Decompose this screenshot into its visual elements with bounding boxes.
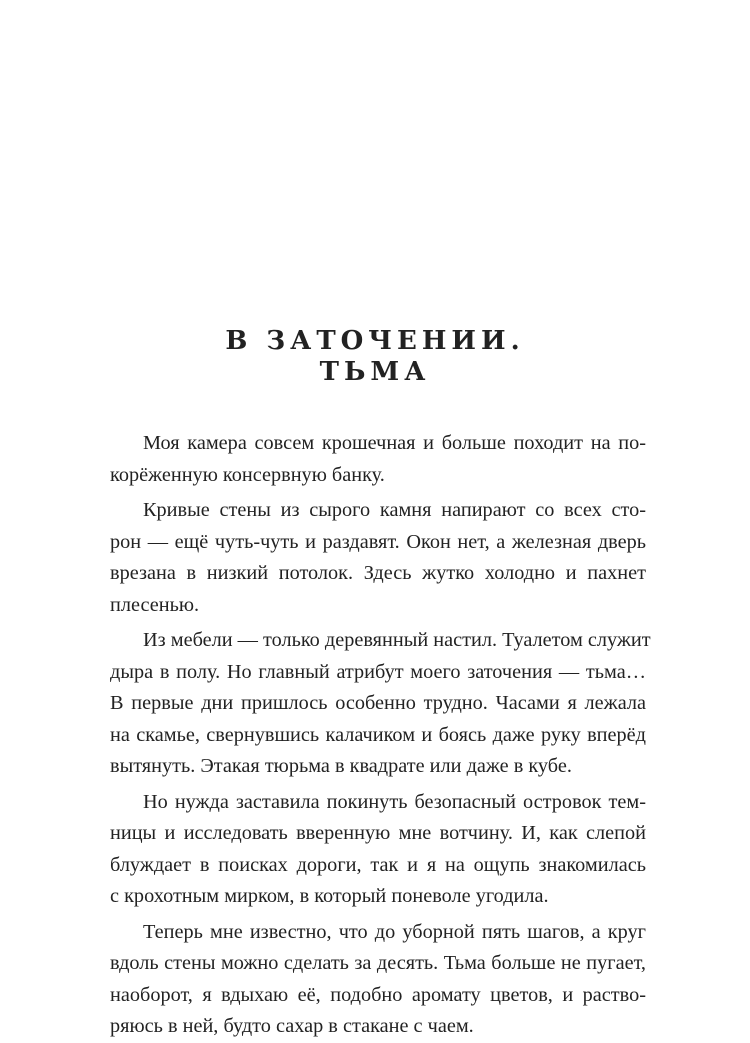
text-line: ницы и исследовать вверенную мне вотчину. И, как слепой	[110, 822, 646, 844]
chapter-title	[0, 326, 750, 388]
text-line: на скамье, свернувшись калачиком и боясь даже руку вперёд	[110, 723, 646, 746]
paragraph-3	[110, 625, 651, 783]
text-line: Но нужда заставила покинуть безопасный островок тем-	[143, 790, 646, 813]
text-line: вдоль стены можно сделать за десять. Тьма больше не пугает,	[110, 952, 646, 974]
paragraph-2	[110, 495, 646, 621]
text-line: врезана в низкий потолок. Здесь жутко холодно и пахнет	[110, 562, 646, 584]
chapter-title-line-2: ТЬМА	[319, 357, 431, 387]
text-line: дыра в полу. Но главный атрибут моего заточения — тьма…	[110, 660, 646, 683]
text-line: с крохотным мирком, в который поневоле угодила.	[110, 885, 549, 907]
chapter-body	[110, 428, 651, 1043]
text-line: Моя камера совсем крошечная и больше походит на по-	[143, 432, 646, 454]
paragraph-5	[110, 917, 646, 1043]
text-line: Из мебели — только деревянный настил. Туалетом служит	[143, 629, 651, 651]
text-line: рон — ещё чуть-чуть и раздавят. Окон нет, а железная дверь	[110, 530, 646, 553]
text-line: корёженную консервную банку.	[110, 463, 385, 486]
text-line: наоборот, я вдыхаю её, подобно аромату цветов, и раство-	[110, 983, 646, 1006]
text-line: вытянуть. Этакая тюрьма в квадрате или даже в кубе.	[110, 755, 572, 777]
text-line: Теперь мне известно, что до уборной пять шагов, а круг	[143, 920, 646, 943]
paragraph-4	[110, 787, 646, 913]
text-line: Кривые стены из сырого камня напирают со всех сто-	[143, 499, 646, 521]
text-line: плесенью.	[110, 593, 200, 616]
chapter-title-line-1: В ЗАТОЧЕНИИ.	[225, 326, 525, 356]
text-line: блуждает в поисках дороги, так и я на ощупь знакомилась	[110, 853, 646, 876]
text-line: В первые дни пришлось особенно трудно. Часами я лежала	[110, 692, 646, 714]
text-line: ряюсь в ней, будто сахар в стакане с чаем.	[110, 1015, 474, 1037]
paragraph-1	[110, 428, 646, 491]
